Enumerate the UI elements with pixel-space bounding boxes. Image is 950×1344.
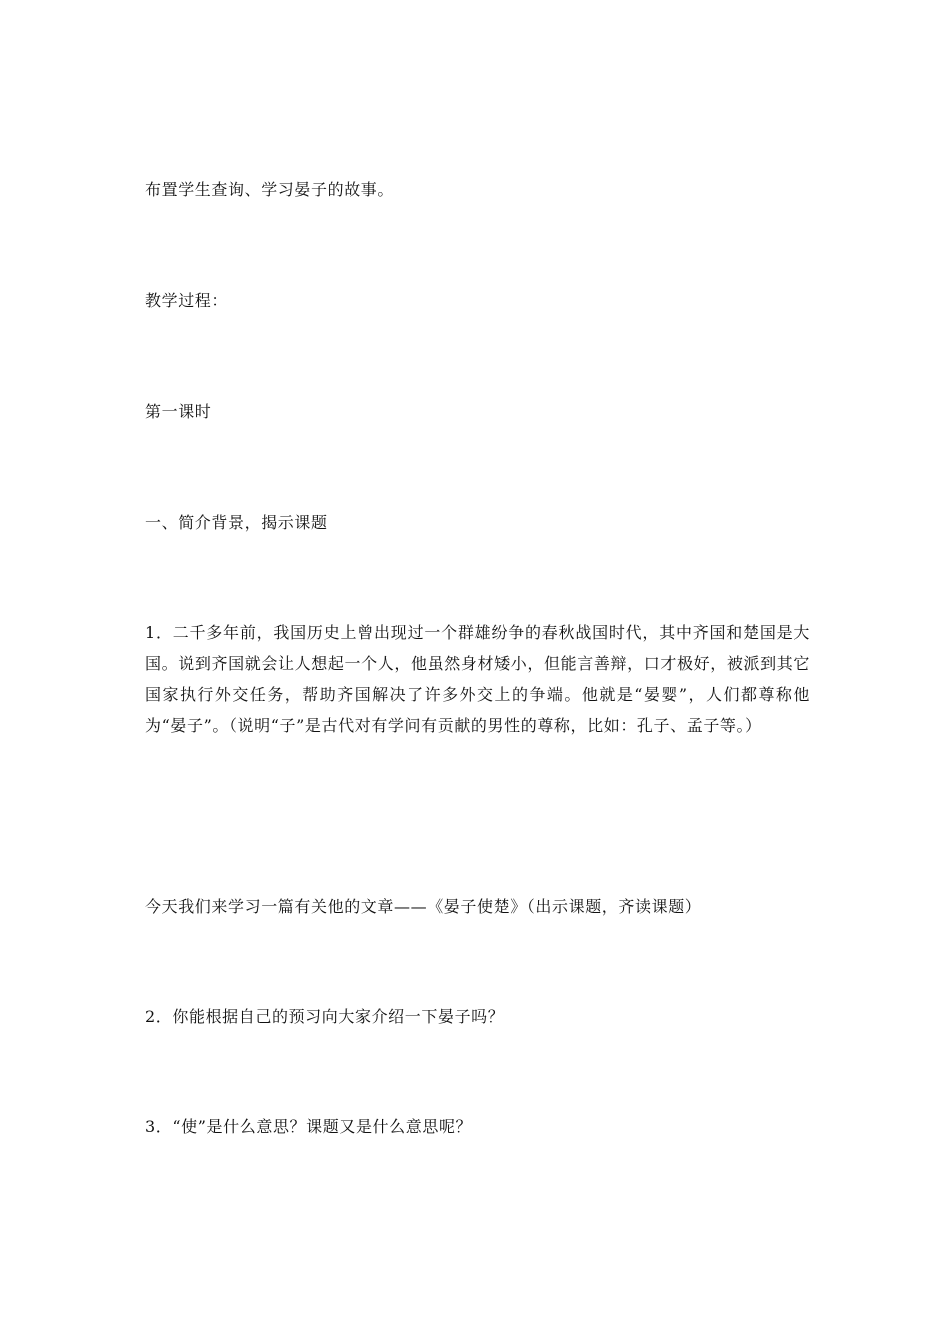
paragraph-title-intro: 今天我们来学习一篇有关他的文章——《晏子使楚》（出示课题，齐读课题） (145, 897, 702, 916)
paragraph-item-2: 2．你能根据自己的预习向大家介绍一下晏子吗？ (145, 1007, 505, 1026)
paragraph-teaching-process-heading: 教学过程： (145, 291, 229, 310)
paragraph-first-lesson-heading: 第一课时 (145, 402, 212, 421)
paragraph-homework: 布置学生查询、学习晏子的故事。 (145, 180, 395, 199)
paragraph-item-3: 3．“使”是什么意思？课题又是什么意思呢？ (145, 1117, 473, 1136)
paragraph-item-1: 1．二千多年前，我国历史上曾出现过一个群雄纷争的春秋战国时代，其中齐国和楚国是大国。说到齐国就会让人想起一个人，他虽然身材矮小，但能言善辩，口才极好，被派到其它国家执行外交任务，帮助齐国解决了许多外交上的争端。他就是“晏婴”，人们都尊称他为“晏子”。（说明“子”是古代对有学问有贡献的男性的尊称，比如：孔子、孟子等。） (145, 623, 810, 735)
section-heading-background: 一、简介背景，揭示课题 (145, 513, 328, 532)
